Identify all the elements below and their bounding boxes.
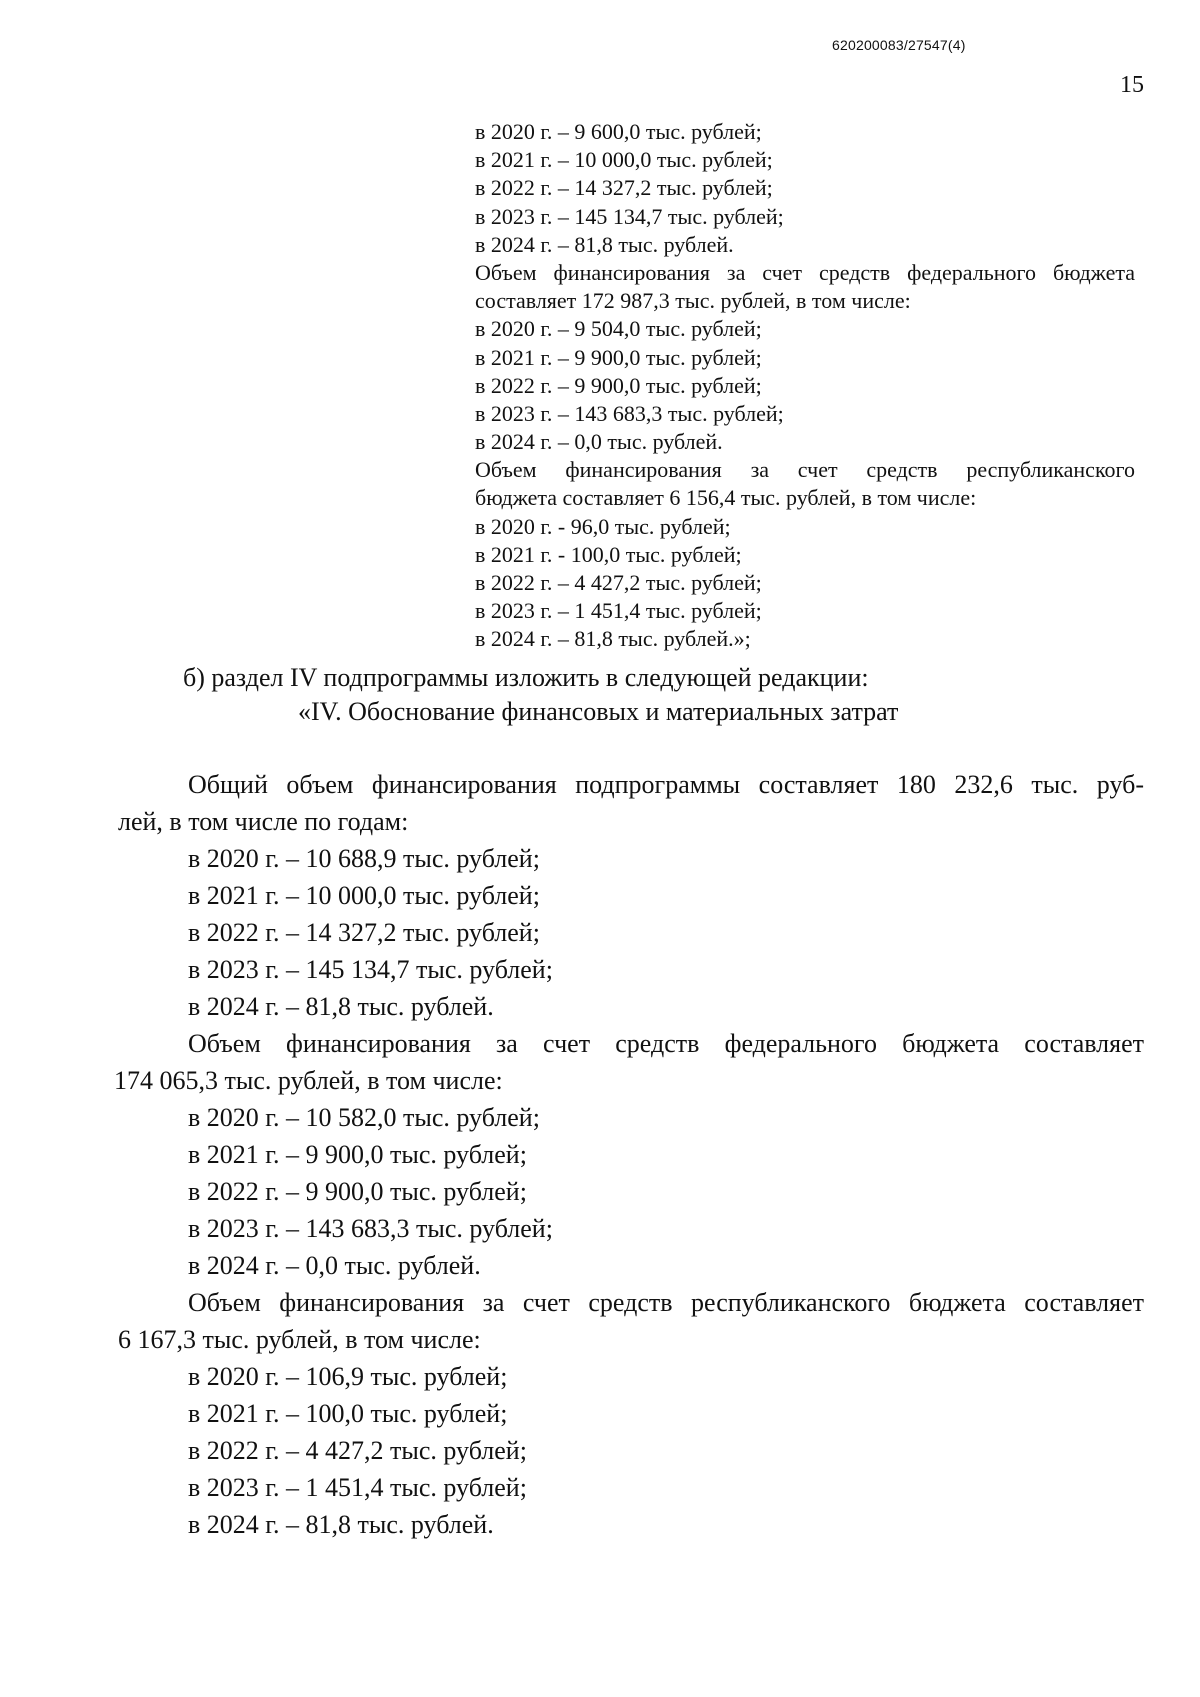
year-line: в 2024 г. – 0,0 тыс. рублей.	[475, 429, 723, 455]
document-id: 620200083/27547(4)	[832, 37, 966, 53]
year-line: в 2020 г. - 96,0 тыс. рублей;	[475, 513, 731, 539]
year-line: в 2020 г. – 9 600,0 тыс. рублей;	[475, 119, 762, 144]
year-line: в 2024 г. – 81,8 тыс. рублей.»;	[475, 626, 751, 652]
year-line: в 2021 г. - 100,0 тыс. рублей;	[475, 541, 742, 567]
year-line: в 2022 г. – 4 427,2 тыс. рублей;	[475, 570, 762, 595]
year-line: в 2024 г. – 0,0 тыс. рублей.	[188, 1251, 481, 1280]
amendment-instruction: б) раздел IV подпрограммы изложить в следующей редакции:	[183, 663, 869, 692]
year-line: в 2021 г. – 9 900,0 тыс. рублей;	[188, 1140, 527, 1169]
year-line: в 2022 г. – 9 900,0 тыс. рублей;	[475, 372, 762, 398]
total-paragraph-line: лей, в том числе по годам:	[118, 807, 409, 836]
year-line: в 2024 г. – 81,8 тыс. рублей.	[188, 1510, 494, 1539]
section-heading: «IV. Обоснование финансовых и материальных затрат	[298, 697, 899, 726]
year-line: в 2024 г. – 81,8 тыс. рублей.	[188, 992, 494, 1021]
year-line: в 2022 г. – 14 327,2 тыс. рублей;	[188, 918, 540, 947]
federal-paragraph-line: 174 065,3 тыс. рублей, в том числе:	[114, 1066, 503, 1095]
republic-paragraph-line: Объем финансирования за счет средств республиканского бюджета составляет	[188, 1288, 1144, 1317]
year-line: в 2020 г. – 10 688,9 тыс. рублей;	[188, 844, 540, 873]
previous-text-block	[475, 118, 1135, 654]
republic-paragraph-line: Объем финансирования за счет средств республиканского	[475, 457, 1135, 483]
year-line: в 2024 г. – 81,8 тыс. рублей.	[475, 231, 734, 257]
federal-paragraph-line: составляет 172 987,3 тыс. рублей, в том числе:	[475, 288, 911, 314]
year-line: в 2021 г. – 10 000,0 тыс. рублей;	[475, 147, 773, 173]
federal-paragraph-line: Объем финансирования за счет средств федерального бюджета	[475, 259, 1135, 285]
year-line: в 2021 г. – 100,0 тыс. рублей;	[188, 1399, 508, 1428]
year-line: в 2022 г. – 4 427,2 тыс. рублей;	[188, 1436, 527, 1465]
year-line: в 2023 г. – 143 683,3 тыс. рублей;	[188, 1214, 553, 1243]
year-line: в 2022 г. – 14 327,2 тыс. рублей;	[475, 175, 773, 201]
year-line: в 2022 г. – 9 900,0 тыс. рублей;	[188, 1177, 527, 1206]
year-line: в 2021 г. – 10 000,0 тыс. рублей;	[188, 881, 540, 910]
republic-paragraph-line: 6 167,3 тыс. рублей, в том числе:	[118, 1325, 481, 1354]
year-line: в 2021 г. – 9 900,0 тыс. рублей;	[475, 344, 762, 370]
year-line: в 2023 г. – 143 683,3 тыс. рублей;	[475, 400, 784, 426]
republic-paragraph-line: бюджета составляет 6 156,4 тыс. рублей, в том числе:	[475, 485, 977, 511]
year-line: в 2023 г. – 145 134,7 тыс. рублей;	[475, 203, 784, 229]
year-line: в 2020 г. – 10 582,0 тыс. рублей;	[188, 1103, 540, 1132]
year-line: в 2020 г. – 106,9 тыс. рублей;	[188, 1362, 508, 1391]
federal-paragraph-line: Объем финансирования за счет средств федерального бюджета составляет	[188, 1029, 1144, 1058]
total-paragraph-line: Общий объем финансирования подпрограммы составляет 180 232,6 тыс. руб-	[188, 770, 1144, 799]
year-line: в 2023 г. – 1 451,4 тыс. рублей;	[475, 598, 762, 624]
year-line: в 2020 г. – 9 504,0 тыс. рублей;	[475, 316, 762, 342]
page-number: 15	[1120, 72, 1144, 98]
year-line: в 2023 г. – 145 134,7 тыс. рублей;	[188, 955, 553, 984]
year-line: в 2023 г. – 1 451,4 тыс. рублей;	[188, 1473, 527, 1502]
